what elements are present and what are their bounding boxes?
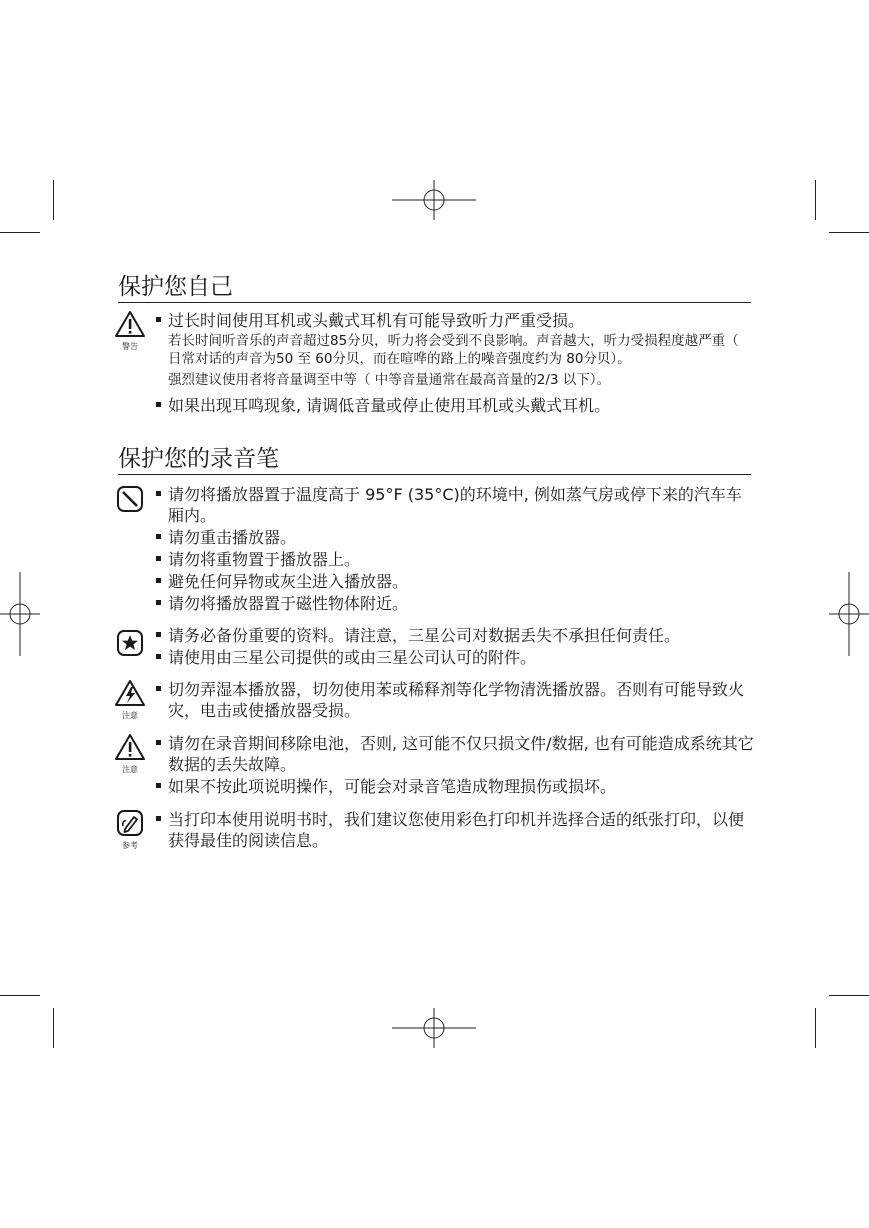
list-item: 请使用由三星公司提供的或由三星公司认可的附件。 [156, 647, 754, 668]
icon-caption: 参考 [122, 841, 138, 850]
prohibited-block [114, 484, 754, 612]
registration-mark [392, 1008, 476, 1048]
crop-mark [0, 232, 40, 233]
list-item: 过长时间使用耳机或头戴式耳机有可能导致听力严重受损。 [156, 310, 754, 331]
note-icon-wrap [114, 809, 146, 850]
crop-mark [829, 995, 869, 996]
list-item: 请勿在录音期间移除电池，否则, 这可能不仅只损文件/数据, 也有可能造成系统其它数据的丢失故障。 [156, 733, 754, 775]
warning-block [114, 310, 754, 438]
prohibited-icon-wrap [114, 484, 146, 517]
important-block [114, 625, 754, 673]
caution-icon-wrap [114, 733, 146, 774]
list-item: 请勿将重物置于播放器上。 [156, 549, 754, 570]
list-item: 请勿将播放器置于磁性物体附近。 [156, 593, 754, 614]
crop-mark [0, 995, 40, 996]
list-item: 当打印本使用说明书时，我们建议您使用彩色打印机并选择合适的纸张打印，以便获得最佳的阅读信息。 [156, 809, 754, 851]
registration-mark [829, 572, 869, 656]
list-item: 如果不按此项说明操作，可能会对录音笔造成物理损伤或损坏。 [156, 776, 754, 797]
section-title: 保护您自己 [118, 273, 751, 303]
warning-icon-wrap [114, 310, 146, 351]
icon-caption: 警告 [122, 342, 138, 351]
list-item: 请务必备份重要的资料。请注意，三星公司对数据丢失不承担任何责任。 [156, 625, 754, 646]
list-item: 切勿弄湿本播放器，切勿使用苯或稀释剂等化学物清洗播放器。否则有可能导致火灾，电击或使播放器受损。 [156, 679, 754, 721]
crop-mark [53, 1008, 54, 1048]
fire-caution-block [114, 679, 754, 727]
list-item: 如果出现耳鸣现象, 请调低音量或停止使用耳机或头戴式耳机。 [156, 395, 754, 416]
fire-icon-wrap [114, 679, 146, 720]
list-item-detail: 强烈建议使用者将音量调至中等（ 中等音量通常在最高音量的2/3 以下）。 [168, 372, 611, 388]
caution-triangle-icon [114, 733, 146, 761]
list-item-detail: 若长时间听音乐的声音超过85分贝，听力将会受到不良影响。声音越大，听力受损程度越严重（ 日常对话的声音为50 至 60分贝，而在喧哗的路上的噪音强度约为 80分贝）。 [168, 333, 739, 367]
list-item: 请勿重击播放器。 [156, 527, 754, 548]
note-pencil-icon [116, 809, 144, 837]
icon-caption: 注意 [122, 711, 138, 720]
battery-caution-block [114, 733, 754, 803]
star-icon-wrap [114, 625, 146, 661]
registration-mark [0, 572, 40, 656]
crop-mark [815, 1008, 816, 1048]
crop-mark [829, 232, 869, 233]
registration-mark [392, 180, 476, 220]
crop-mark [815, 180, 816, 220]
note-block [114, 809, 754, 859]
list-item: 避免任何异物或灰尘进入播放器。 [156, 571, 754, 592]
fire-hazard-icon [114, 679, 146, 707]
list-item: 请勿将播放器置于温度高于 95°F (35°C)的环境中, 例如蒸气房或停下来的汽车车厢内。 [156, 484, 754, 526]
prohibited-icon [116, 485, 144, 513]
star-icon [116, 629, 144, 657]
warning-triangle-icon [114, 310, 146, 338]
icon-caption: 注意 [122, 765, 138, 774]
crop-mark [53, 180, 54, 220]
section-title: 保护您的录音笔 [118, 445, 751, 475]
